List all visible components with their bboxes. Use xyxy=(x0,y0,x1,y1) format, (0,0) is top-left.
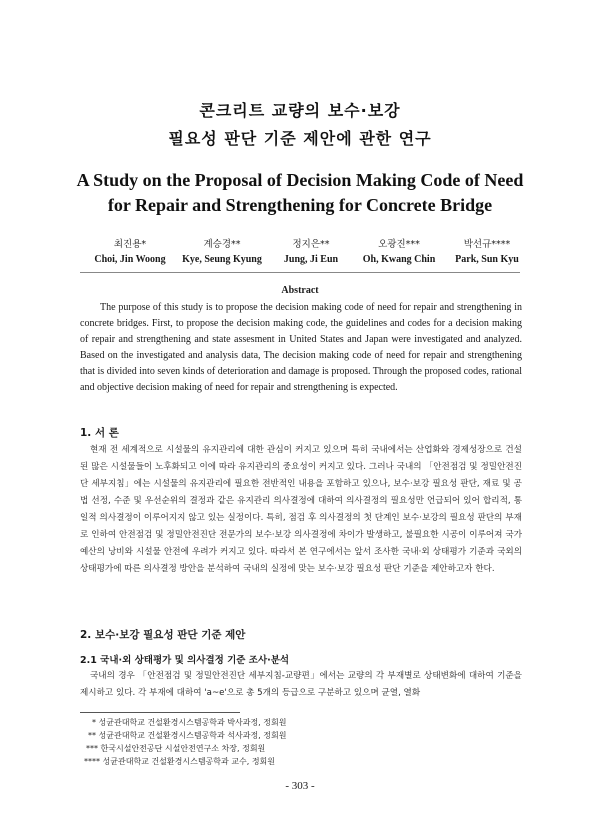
author-name-en: Oh, Kwang Chin xyxy=(362,254,436,265)
author-name-ko: 정지은** xyxy=(292,239,330,250)
section-heading: 1. 서 론 xyxy=(80,427,119,439)
divider xyxy=(80,272,520,273)
section-body: 국내의 경우 「안전점검 및 정밀안전진단 세부지침-교량편」에서는 교량의 각 부재별로 상태변화에 대하여 기준을 제시하고 있다. 각 부재에 대하여 'a~e'으로 총 5개의 등급으로 구분하고 있으며 균열, 열화 xyxy=(80,671,522,698)
korean-title-line-2: 필요성 판단 기준 제안에 관한 연구 xyxy=(168,129,432,148)
section-heading: 2. 보수·보강 필요성 판단 기준 제안 xyxy=(80,629,246,641)
author-name-ko: 박선규**** xyxy=(463,239,511,250)
author xyxy=(432,236,542,265)
footnote: * 성균관대학교 건설환경시스템공학과 박사과정, 정회원 xyxy=(92,718,287,727)
author-name-ko: 계승경** xyxy=(203,239,241,250)
author-name-en: Kye, Seung Kyung xyxy=(182,254,262,265)
korean-title-line-1: 콘크리트 교량의 보수·보강 xyxy=(199,101,401,120)
footnote: **** 성균관대학교 건설환경시스템공학과 교수, 정회원 xyxy=(84,757,276,766)
footnotes xyxy=(84,716,286,768)
english-title-line-2: for Repair and Strengthening for Concrete Bridge xyxy=(107,195,493,215)
footnote: *** 한국시설안전공단 시설안전연구소 차장, 정회원 xyxy=(86,744,266,753)
footnote: ** 성균관대학교 건설환경시스템공학과 석사과정, 정회원 xyxy=(88,731,287,740)
author-name-en: Choi, Jin Woong xyxy=(94,254,166,265)
author-name-en: Jung, Ji Eun xyxy=(283,254,339,265)
page-number: - 303 - xyxy=(285,780,315,792)
author-name-ko: 최진용* xyxy=(113,239,147,250)
abstract-text: The purpose of this study is to propose the decision making code of need for repair and strengthening in concrete bridges. First, to propose the decision making code, the guidelines and codes for a decision making of repair and strengthening and state assesment in United States and Japan were investigated and analyzed. Based on the investigated and analysis data, The decision making code of need for repair and strengthening that is divided into seven kinds of deterioration and damage is proposed. Through the proposed codes, rational and objective decision making of need for repair and strengthening is expected. xyxy=(80,302,522,393)
abstract-heading: Abstract xyxy=(281,285,319,296)
section-body: 현재 전 세계적으로 시설물의 유지관리에 대한 관심이 커지고 있으며 특히 국내에서는 산업화와 경제성장으로 건설된 많은 시설물들이 노후화되고 이에 따라 유지관리의 중요성이 커지고 있다. 그러나 국내의 「안전점검 및 정밀안전진단 세부지침」에는 시설물의 유지관리에 필요한 전반적인 내용을 포함하고 있으나, 보수·보강 필요성 판단, 재료 및 공법 선정, 수준 및 우선순위의 결정과 같은 유지관리 의사결정에 대하여 의사결정의 필요성만 언급되어 있어 합리적, 통일적 의사결정이 이루어지지 않고 있는 실정이다. 특히, 점검 후 의사결정의 첫 단계인 보수·보강의 필요성 판단의 부재로 인하여 안전점검 및 정밀안전진단 전문가의 보수·보강 의사결정에 차이가 발생하고, 불필요한 시공이 이루어져 국가예산의 낭비와 시설물 안전에 우려가 커지고 있다. 따라서 본 연구에서는 앞서 조사한 국내·외 상태평가 기준과 국외의 상태평가에 따른 의사결정 방안을 분석하여 국내의 실정에 맞는 보수·보강 필요성 판단 기준을 제안하고자 한다. xyxy=(80,445,522,574)
subsection-heading: 2.1 국내·외 상태평가 및 의사결정 기준 조사·분석 xyxy=(80,655,290,666)
author-name-ko: 오광진*** xyxy=(378,239,420,250)
english-title-line-1: A Study on the Proposal of Decision Making Code of Need xyxy=(76,170,524,190)
author-name-en: Park, Sun Kyu xyxy=(455,254,519,265)
footnote-divider xyxy=(80,712,240,713)
